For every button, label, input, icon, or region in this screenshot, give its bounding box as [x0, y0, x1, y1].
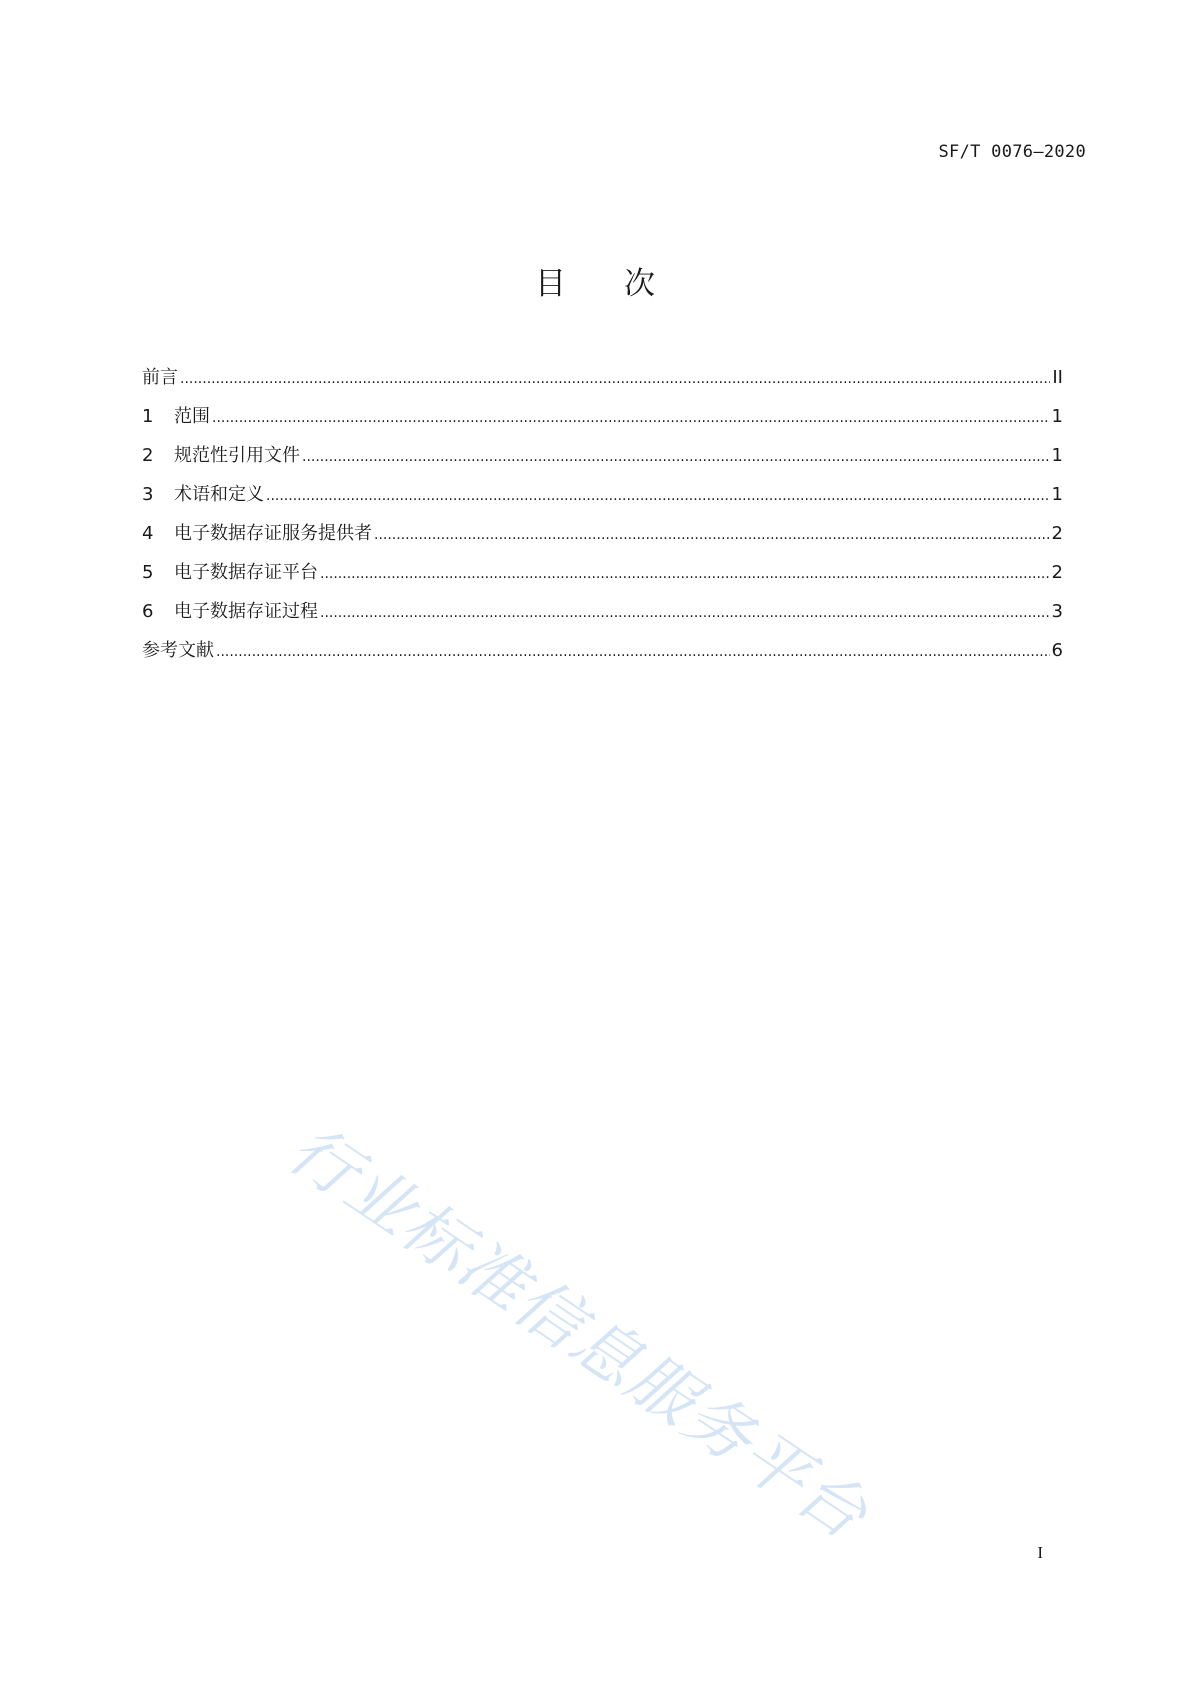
toc-dot-leader: [212, 399, 1050, 438]
toc-dot-leader: [374, 516, 1050, 555]
toc-entry-scope[interactable]: [142, 397, 1063, 436]
watermark: 行业标准信息服务平台: [275, 1110, 882, 1555]
toc-entry-label: 电子数据存证服务提供者: [174, 523, 372, 544]
toc-entry-page: 3: [1051, 601, 1063, 622]
toc-entry-number: 3: [142, 484, 154, 505]
toc-entry-bibliography[interactable]: [142, 631, 1063, 670]
toc-entry-number: 4: [142, 523, 154, 544]
toc-entry-page: 6: [1051, 640, 1063, 661]
toc-entry-number: 1: [142, 406, 154, 427]
toc-entry-foreword[interactable]: [142, 358, 1063, 397]
toc-title: 目次: [535, 266, 713, 302]
toc-entry-number: 5: [142, 562, 154, 583]
toc-entry-page: 1: [1051, 406, 1063, 427]
toc-entry-number: 2: [142, 445, 154, 466]
toc-entry-label: 规范性引用文件: [174, 445, 300, 466]
toc-dot-leader: [266, 477, 1050, 516]
toc-dot-leader: [320, 594, 1050, 633]
toc-entry-label: 范围: [174, 406, 210, 427]
toc-entry-page: 2: [1051, 562, 1063, 583]
toc-entry-platform[interactable]: [142, 553, 1063, 592]
toc-entry-service-provider[interactable]: [142, 514, 1063, 553]
toc-entry-label: 术语和定义: [174, 484, 264, 505]
toc-dot-leader: [320, 555, 1050, 594]
toc-entry-label: 参考文献: [142, 640, 214, 661]
page-number: I: [1037, 1543, 1043, 1562]
toc-entry-terms-definitions[interactable]: [142, 475, 1063, 514]
toc-entry-number: 6: [142, 601, 154, 622]
toc-entry-page: 1: [1051, 484, 1063, 505]
toc-entry-normative-references[interactable]: [142, 436, 1063, 475]
toc-entry-process[interactable]: [142, 592, 1063, 631]
toc-dot-leader: [180, 360, 1050, 399]
toc-entry-page: II: [1052, 367, 1063, 388]
toc-entry-label: 电子数据存证过程: [174, 601, 318, 622]
standard-code: SF/T 0076—2020: [938, 142, 1086, 162]
table-of-contents: [142, 358, 1063, 670]
toc-entry-label: 前言: [142, 367, 178, 388]
toc-dot-leader: [216, 633, 1050, 672]
toc-entry-page: 2: [1051, 523, 1063, 544]
toc-dot-leader: [302, 438, 1050, 477]
toc-entry-page: 1: [1051, 445, 1063, 466]
toc-entry-label: 电子数据存证平台: [174, 562, 318, 583]
